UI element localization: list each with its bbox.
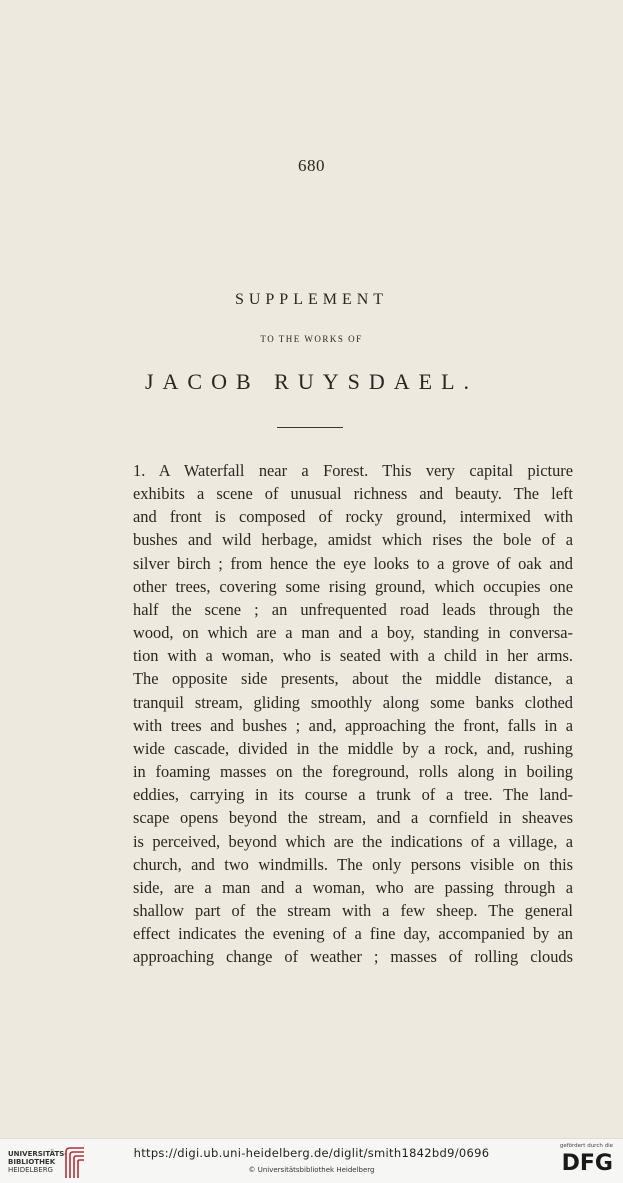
title-divider xyxy=(277,427,343,428)
paragraph-line: 1. A Waterfall near a Forest. This very capital picture xyxy=(133,461,573,480)
library-name-line: UNIVERSITÄTS- xyxy=(8,1150,68,1158)
section-subheading: TO THE WORKS OF xyxy=(260,334,363,344)
library-name-line: HEIDELBERG xyxy=(8,1166,53,1174)
paragraph-line: church, and two windmills. The only persons visible on this xyxy=(133,854,573,874)
copyright-notice: © Universitätsbibliothek Heidelberg xyxy=(248,1166,375,1174)
paragraph-line: wood, on which are a man and a boy, standing in conversa- xyxy=(133,623,573,643)
permalink-url[interactable]: https://digi.ub.uni-heidelberg.de/diglit/smith1842bd9/0696 xyxy=(133,1146,490,1160)
paragraph-line: tranquil stream, gliding smoothly along some banks clothed xyxy=(133,692,573,712)
paragraph-line: effect indicates the evening of a fine day, accompanied by an xyxy=(133,924,573,944)
paragraph-line: The opposite side presents, about the middle distance, a xyxy=(133,669,573,689)
paragraph-line: in foaming masses on the foreground, rolls along in boiling xyxy=(133,762,573,782)
library-name-line: BIBLIOTHEK xyxy=(8,1158,56,1166)
paragraph-line: side, are a man and a woman, who are passing through a xyxy=(133,877,573,897)
paragraph-line: scape opens beyond the stream, and a cornfield in sheaves xyxy=(133,808,573,828)
paragraph-line: bushes and wild herbage, amidst which rises the bole of a xyxy=(133,530,573,550)
paragraph-line: and front is composed of rocky ground, intermixed with xyxy=(133,507,573,527)
paragraph-line: approaching change of weather ; masses of rolling clouds xyxy=(133,947,573,967)
paragraph-line: other trees, covering some rising ground, which occupies one xyxy=(133,576,573,596)
paragraph-line: wide cascade, divided in the middle by a rock, and, rushing xyxy=(133,738,573,758)
paragraph-line: tion with a woman, who is seated with a child in her arms. xyxy=(133,646,573,666)
paragraph-line: is perceived, beyond which are the indications of a village, a xyxy=(133,831,573,851)
page-number: 680 xyxy=(298,156,325,175)
paragraph-line: eddies, carrying in its course a trunk of a tree. The land- xyxy=(133,785,573,805)
paragraph-line: shallow part of the stream with a few sheep. The general xyxy=(133,900,573,920)
paragraph-line: half the scene ; an unfrequented road leads through the xyxy=(133,599,573,619)
body-paragraph xyxy=(133,459,573,968)
paragraph-line: silver birch ; from hence the eye looks to a grove of oak and xyxy=(133,553,573,573)
paragraph-line: exhibits a scene of unusual richness and beauty. The left xyxy=(133,484,573,504)
section-heading: SUPPLEMENT xyxy=(234,291,389,308)
section-title: JACOB RUYSDAEL. xyxy=(144,369,479,394)
paragraph-line: with trees and bushes ; and, approaching the front, falls in a xyxy=(133,715,573,735)
dfg-logo: DFG xyxy=(561,1151,613,1176)
funded-by-label: gefördert durch die xyxy=(559,1143,613,1149)
viewer-footer xyxy=(0,1138,623,1183)
